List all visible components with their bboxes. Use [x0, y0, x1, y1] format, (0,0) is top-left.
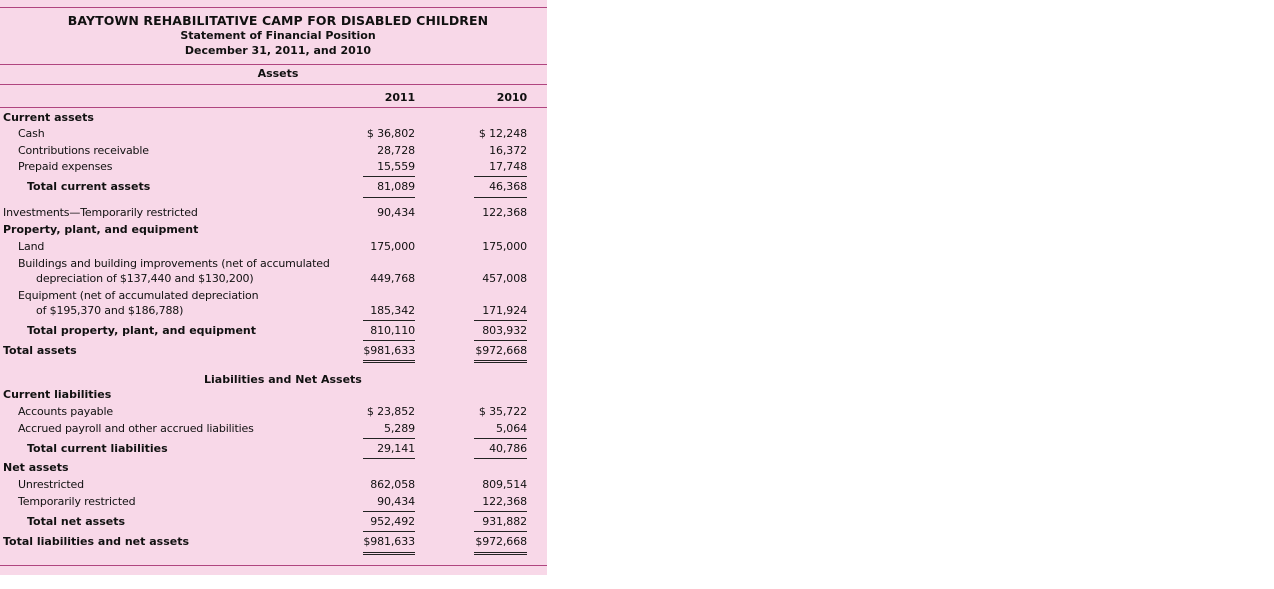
liabilities-heading: Liabilities and Net Assets: [204, 373, 362, 386]
row-label-contributions: Contributions receivable: [18, 144, 149, 157]
divider: [0, 107, 547, 108]
row-label-land: Land: [18, 240, 45, 253]
row-label-buildings: Buildings and building improvements (net of accumulated: [18, 257, 330, 270]
statement-dates: December 31, 2011, and 2010: [184, 44, 372, 57]
assets-heading: Assets: [257, 67, 299, 80]
buildings-2010: 457,008: [482, 272, 527, 285]
row-label-equipment: Equipment (net of accumulated depreciation: [18, 289, 259, 302]
land-2011: 175,000: [370, 240, 415, 253]
total-assets-2011: $981,633: [363, 344, 415, 357]
net-assets-heading: Net assets: [3, 461, 69, 474]
total-ppe-2010: 803,932: [482, 324, 527, 337]
divider: [0, 64, 547, 65]
investments-2011: 90,434: [377, 206, 415, 219]
contributions-2011: 28,728: [377, 144, 415, 157]
total-current-assets-2011: 81,089: [377, 180, 415, 193]
accounts-payable-2011: $ 23,852: [366, 405, 415, 418]
unrestricted-2010: 809,514: [482, 478, 527, 491]
accrued-2010: 5,064: [496, 422, 527, 435]
underline: [363, 176, 415, 177]
top-divider: [0, 7, 547, 8]
row-label-accrued: Accrued payroll and other accrued liabilities: [18, 422, 254, 435]
row-label-total-current-assets: Total current assets: [27, 180, 151, 193]
row-label-total-current-liabilities: Total current liabilities: [27, 442, 168, 455]
row-label-total-ppe: Total property, plant, and equipment: [27, 324, 257, 337]
underline: [474, 511, 527, 512]
underline: [474, 458, 527, 459]
contributions-2010: 16,372: [489, 144, 527, 157]
total-net-assets-2011: 952,492: [370, 515, 415, 528]
underline: [474, 176, 527, 177]
row-label-buildings-cont: depreciation of $137,440 and $130,200): [36, 272, 254, 285]
underline: [474, 531, 527, 532]
row-label-total-assets: Total assets: [3, 344, 77, 357]
row-label-temporarily-restricted: Temporarily restricted: [18, 495, 136, 508]
total-current-liabilities-2011: 29,141: [377, 442, 415, 455]
equipment-2011: 185,342: [370, 304, 415, 317]
temporarily-restricted-2010: 122,368: [482, 495, 527, 508]
current-assets-heading: Current assets: [3, 111, 94, 124]
column-header-2011: 2011: [384, 91, 415, 104]
row-label-equipment-cont: of $195,370 and $186,788): [36, 304, 184, 317]
org-title: BAYTOWN REHABILITATIVE CAMP FOR DISABLED CHILDREN: [67, 13, 489, 28]
equipment-2010: 171,924: [482, 304, 527, 317]
prepaid-2011: 15,559: [377, 160, 415, 173]
underline: [474, 197, 527, 198]
accrued-2011: 5,289: [384, 422, 415, 435]
column-header-2010: 2010: [496, 91, 527, 104]
financial-statement: [0, 0, 547, 575]
underline: [474, 340, 527, 341]
underline: [363, 340, 415, 341]
cash-2011: $ 36,802: [366, 127, 415, 140]
underline: [474, 320, 527, 321]
buildings-2011: 449,768: [370, 272, 415, 285]
underline: [363, 531, 415, 532]
underline: [363, 320, 415, 321]
row-label-total-net-assets: Total net assets: [27, 515, 126, 528]
underline: [363, 458, 415, 459]
land-2010: 175,000: [482, 240, 527, 253]
bottom-divider: [0, 565, 547, 566]
total-current-assets-2010: 46,368: [489, 180, 527, 193]
temporarily-restricted-2011: 90,434: [377, 495, 415, 508]
row-label-investments: Investments—Temporarily restricted: [3, 206, 198, 219]
row-label-accounts-payable: Accounts payable: [18, 405, 114, 418]
underline: [363, 511, 415, 512]
row-label-cash: Cash: [18, 127, 45, 140]
double-underline: [474, 360, 527, 363]
accounts-payable-2010: $ 35,722: [478, 405, 527, 418]
double-underline: [474, 552, 527, 555]
cash-2010: $ 12,248: [478, 127, 527, 140]
underline: [363, 438, 415, 439]
double-underline: [363, 360, 415, 363]
underline: [363, 197, 415, 198]
prepaid-2010: 17,748: [489, 160, 527, 173]
total-ppe-2011: 810,110: [370, 324, 415, 337]
row-label-prepaid: Prepaid expenses: [18, 160, 113, 173]
row-label-total-liabilities-net-assets: Total liabilities and net assets: [3, 535, 190, 548]
total-liabilities-net-assets-2011: $981,633: [363, 535, 415, 548]
divider: [0, 84, 547, 85]
total-current-liabilities-2010: 40,786: [489, 442, 527, 455]
ppe-heading: Property, plant, and equipment: [3, 223, 199, 236]
double-underline: [363, 552, 415, 555]
total-net-assets-2010: 931,882: [482, 515, 527, 528]
total-assets-2010: $972,668: [475, 344, 527, 357]
investments-2010: 122,368: [482, 206, 527, 219]
underline: [474, 438, 527, 439]
row-label-unrestricted: Unrestricted: [18, 478, 85, 491]
unrestricted-2011: 862,058: [370, 478, 415, 491]
statement-title: Statement of Financial Position: [180, 29, 376, 42]
current-liabilities-heading: Current liabilities: [3, 388, 112, 401]
total-liabilities-net-assets-2010: $972,668: [475, 535, 527, 548]
